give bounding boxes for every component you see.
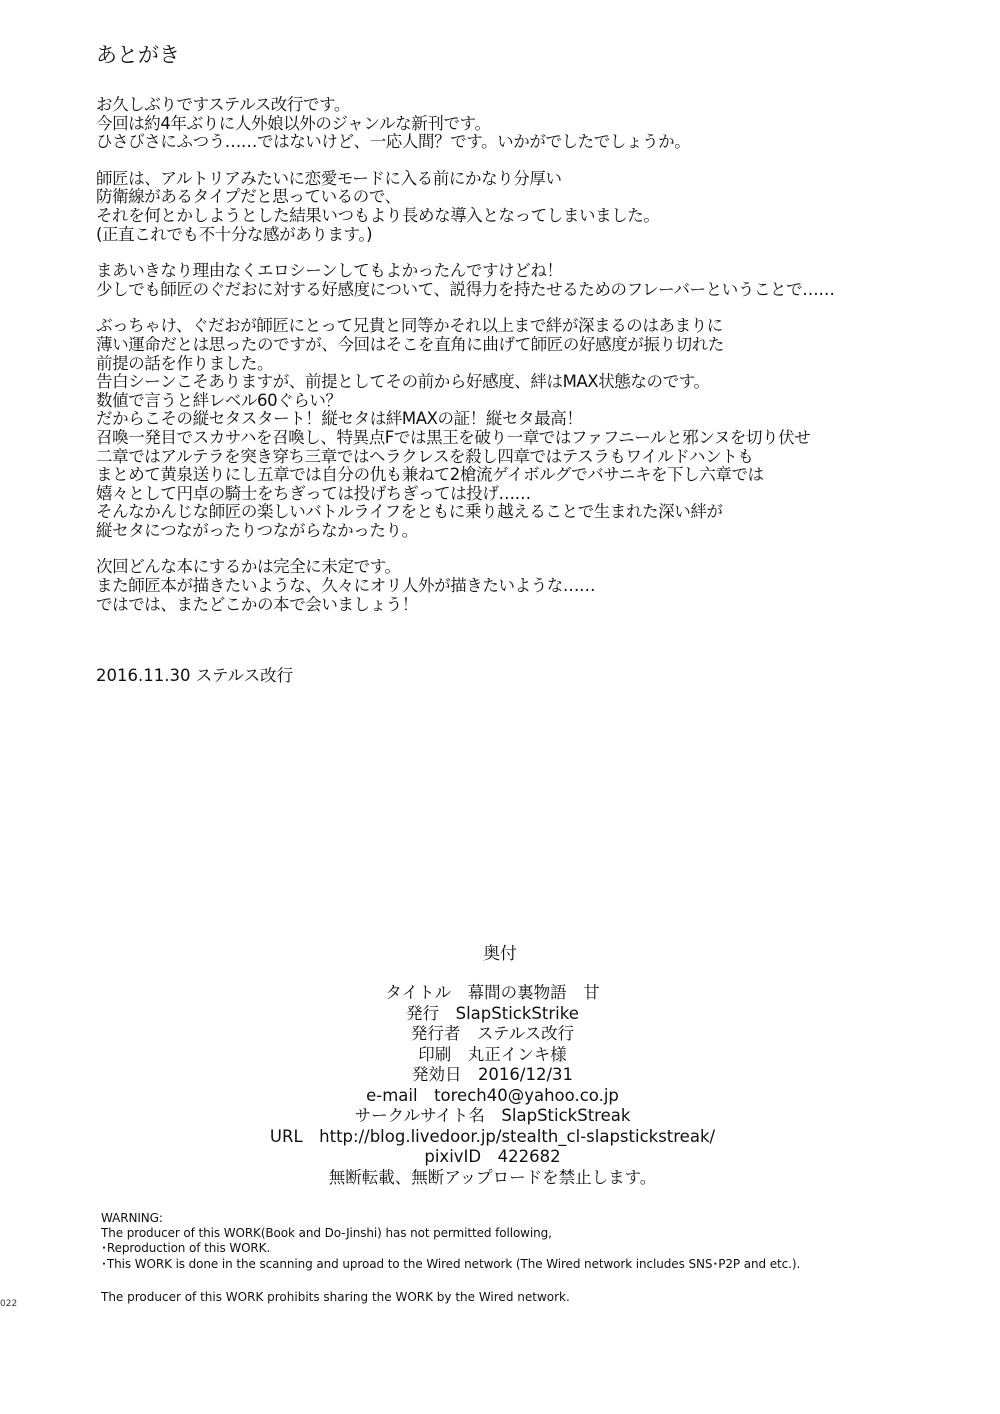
afterword-line: ひさびさにふつう……ではないけど、一応人間？です。いかがでしたでしょうか。 — [96, 132, 691, 152]
colophon-printer-line: 印刷 丸正インキ様 — [418, 1044, 567, 1064]
afterword-line: また師匠本が描きたいような、久々にオリ人外が描きたいような…… — [96, 576, 596, 596]
afterword-line: 少しでも師匠のぐだおに対する好感度について、説得力を持たせるためのフレーバーということで…… — [96, 279, 835, 299]
afterword-line: 召喚一発目でスカサハを召喚し、特異点Fでは黒王を破り一章ではファフニールと邪ンヌを切り伏せ — [96, 427, 811, 447]
afterword-line: 薄い運命だとは思ったのですが、今回はそこを直角に曲げて師匠の好感度が振り切れた — [96, 334, 724, 354]
afterword-line: お久しぶりですステルス改行です。 — [96, 95, 350, 114]
afterword-paragraph — [96, 96, 976, 152]
colophon-site-name-line: サークルサイト名 SlapStickStreak — [354, 1106, 631, 1125]
warning-line: ･Reproduction of this WORK. — [101, 1241, 271, 1256]
afterword-line: 縦セタにつながったりつながらなかったり。 — [96, 520, 418, 540]
afterword-paragraph — [96, 262, 976, 299]
afterword-title: あとがき — [96, 43, 180, 67]
afterword-line: 嬉々として円卓の騎士をちぎっては投げちぎっては投げ…… — [96, 483, 531, 503]
warning-line: The producer of this WORK(Book and Do-Jinshi) has not permitted following, — [101, 1226, 552, 1241]
afterword-paragraph — [96, 558, 976, 614]
colophon-notice-line: 無断転載、無断アップロードを禁止します。 — [328, 1167, 657, 1187]
colophon-title-line: タイトル 幕間の裏物語 甘 — [385, 983, 600, 1002]
warning-heading: WARNING: — [101, 1211, 163, 1225]
colophon-issuer-line: 発行者 ステルス改行 — [410, 1024, 575, 1043]
afterword-line: ぶっちゃけ、ぐだおが師匠にとって兄貴と同等かそれ以上まで絆が深まるのはあまりに — [96, 316, 723, 336]
afterword-line: まとめて黄泉送りにし五章では自分の仇も兼ねて2槍流ゲイボルグでバサニキを下し六章では — [96, 465, 764, 485]
afterword-line: ではでは、またどこかの本で会いましょう！ — [96, 594, 419, 614]
warning-final-line: The producer of this WORK prohibits sharing the WORK by the Wired network. — [101, 1290, 570, 1304]
afterword-line: それを何とかしようとした結果いつもより長めな導入となってしまいました。 — [96, 205, 660, 225]
afterword-line: 数値で言うと絆レベル60ぐらい？ — [96, 390, 342, 410]
afterword-line: そんなかんじな師匠の楽しいバトルライフをともに乗り越えることで生まれた深い絆が — [96, 502, 723, 522]
colophon-url-line: URL http://blog.livedoor.jp/stealth_cl-slapstickstreak/ — [269, 1126, 716, 1146]
afterword-line: まあいきなり理由なくエロシーンしてもよかったんですけどね！ — [96, 261, 563, 281]
afterword-body — [96, 96, 976, 632]
afterword-line: 前提の話を作りました。 — [96, 353, 274, 373]
warning-block — [101, 1211, 981, 1272]
warning-line: ･This WORK is done in the scanning and uproad to the Wired network (The Wired network includes SNS･P2P and etc.). — [101, 1256, 801, 1271]
afterword-signature: 2016.11.30 ステルス改行 — [96, 666, 294, 685]
afterword-line: (正直これでも不十分な感があります。) — [96, 224, 373, 244]
colophon-email-line: e-mail torech40@yahoo.co.jp — [366, 1085, 619, 1105]
afterword-line: 告白シーンこそありますが、前提としてその前から好感度、絆はMAX状態なのです。 — [96, 372, 710, 392]
colophon-block — [0, 983, 985, 1188]
page-number: 022 — [0, 1299, 18, 1309]
colophon-publisher-line: 発行 SlapStickStrike — [406, 1003, 579, 1023]
afterword-paragraph — [96, 170, 976, 244]
afterword-line: 二章ではアルテラを突き穿ち三章ではヘラクレスを殺し四章ではテスラもワイルドハントも — [96, 446, 754, 466]
afterword-line: 次回どんな本にするかは完全に未定です。 — [96, 557, 401, 577]
afterword-line: 防衛線があるタイプだと思っているので、 — [96, 187, 401, 207]
afterword-paragraph — [96, 317, 976, 540]
colophon-title: 奥付 — [483, 944, 517, 964]
colophon-pixiv-line: pixivID 422682 — [424, 1147, 561, 1166]
afterword-line: 師匠は、アルトリアみたいに恋愛モードに入る前にかなり分厚い — [96, 168, 562, 188]
afterword-line: 今回は約4年ぶりに人外娘以外のジャンルな新刊です。 — [96, 113, 491, 133]
afterword-line: だからこその縦セタスタート！縦セタは絆MAXの証！縦セタ最高！ — [96, 409, 583, 429]
colophon-date-line: 発効日 2016/12/31 — [411, 1065, 574, 1084]
